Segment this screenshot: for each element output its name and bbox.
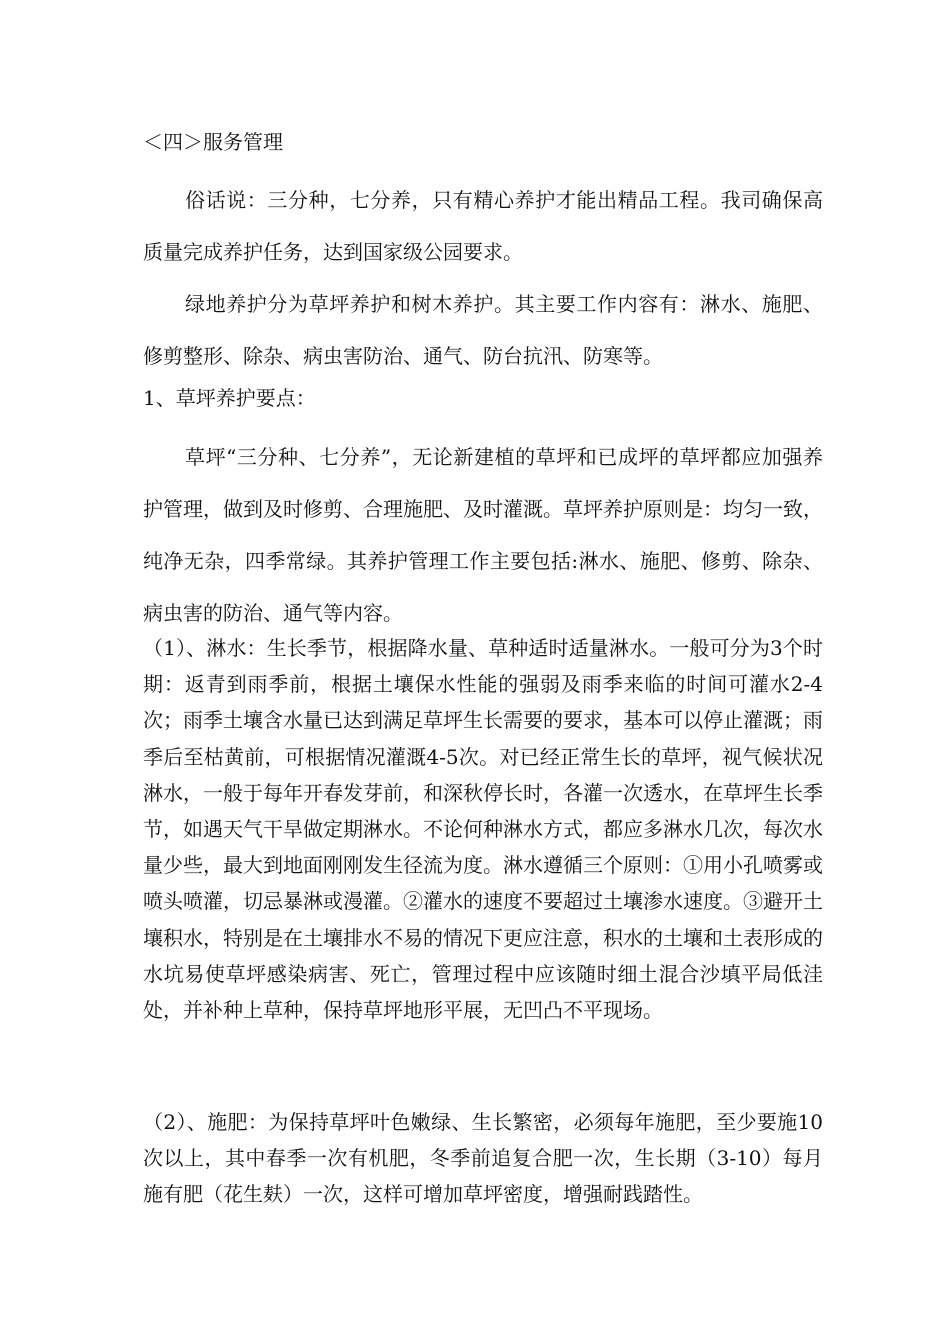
- paragraph-intro: 俗话说：三分种，七分养，只有精心养护才能出精品工程。我司确保高质量完成养护任务，达到国家级公园要求。: [143, 188, 823, 264]
- paragraph-green-maintenance: 绿地养护分为草坪养护和树木养护。其主要工作内容有：淋水、施肥、修剪整形、除杂、病虫害防治、通气、防台抗汛、防寒等。: [143, 292, 823, 368]
- paragraph-watering: （1）、淋水：生长季节，根据降水量、草种适时适量淋水。一般可分为3个时期：返青到雨季前，根据土壤保水性能的强弱及雨季来临的时间可灌水2-4次；雨季土壤含水量已达到满足草坪生长需要的要求，基本可以停止灌溉；雨季后至枯黄前，可根据情况灌溉4-5次。对已经正常生长的草坪，视气候状况淋水，一般于每年开春发芽前，和深秋停长时，各灌一次透水，在草坪生长季节，如遇天气干旱做定期淋水。不论何种淋水方式，都应多淋水几次，每次水量少些，最大到地面刚刚发生径流为度。淋水遵循三个原则：①用小孔喷雾或喷头喷灌，切忌暴淋或漫灌。②灌水的速度不要超过土壤渗水速度。③避开土壤积水，特别是在土壤排水不易的情况下更应注意，积水的土壤和土表形成的水坑易使草坪感染病害、死亡，管理过程中应该随时细土混合沙填平局低洼处，并补种上草种，保持草坪地形平展，无凹凸不平现场。: [143, 636, 823, 1023]
- lawn-heading: 1、草坪养护要点：: [143, 386, 316, 410]
- section-heading: ＜四＞服务管理: [143, 130, 283, 154]
- paragraph-fertilizing: （2）、施肥：为保持草坪叶色嫩绿、生长繁密，必须每年施肥，至少要施10次以上，其中春季一次有机肥，冬季前追复合肥一次，生长期（3-10）每月施有肥（花生麸）一次，这样可增加草坪密度，增强耐践踏性。: [143, 1110, 823, 1207]
- paragraph-lawn: 草坪“三分种、七分养”，无论新建植的草坪和已成坪的草坪都应加强养护管理，做到及时修剪、合理施肥、及时灌溉。草坪养护原则是：均匀一致，纯净无杂，四季常绿。其养护管理工作主要包括:淋水、施肥、修剪、除杂、病虫害的防治、通气等内容。: [143, 445, 823, 625]
